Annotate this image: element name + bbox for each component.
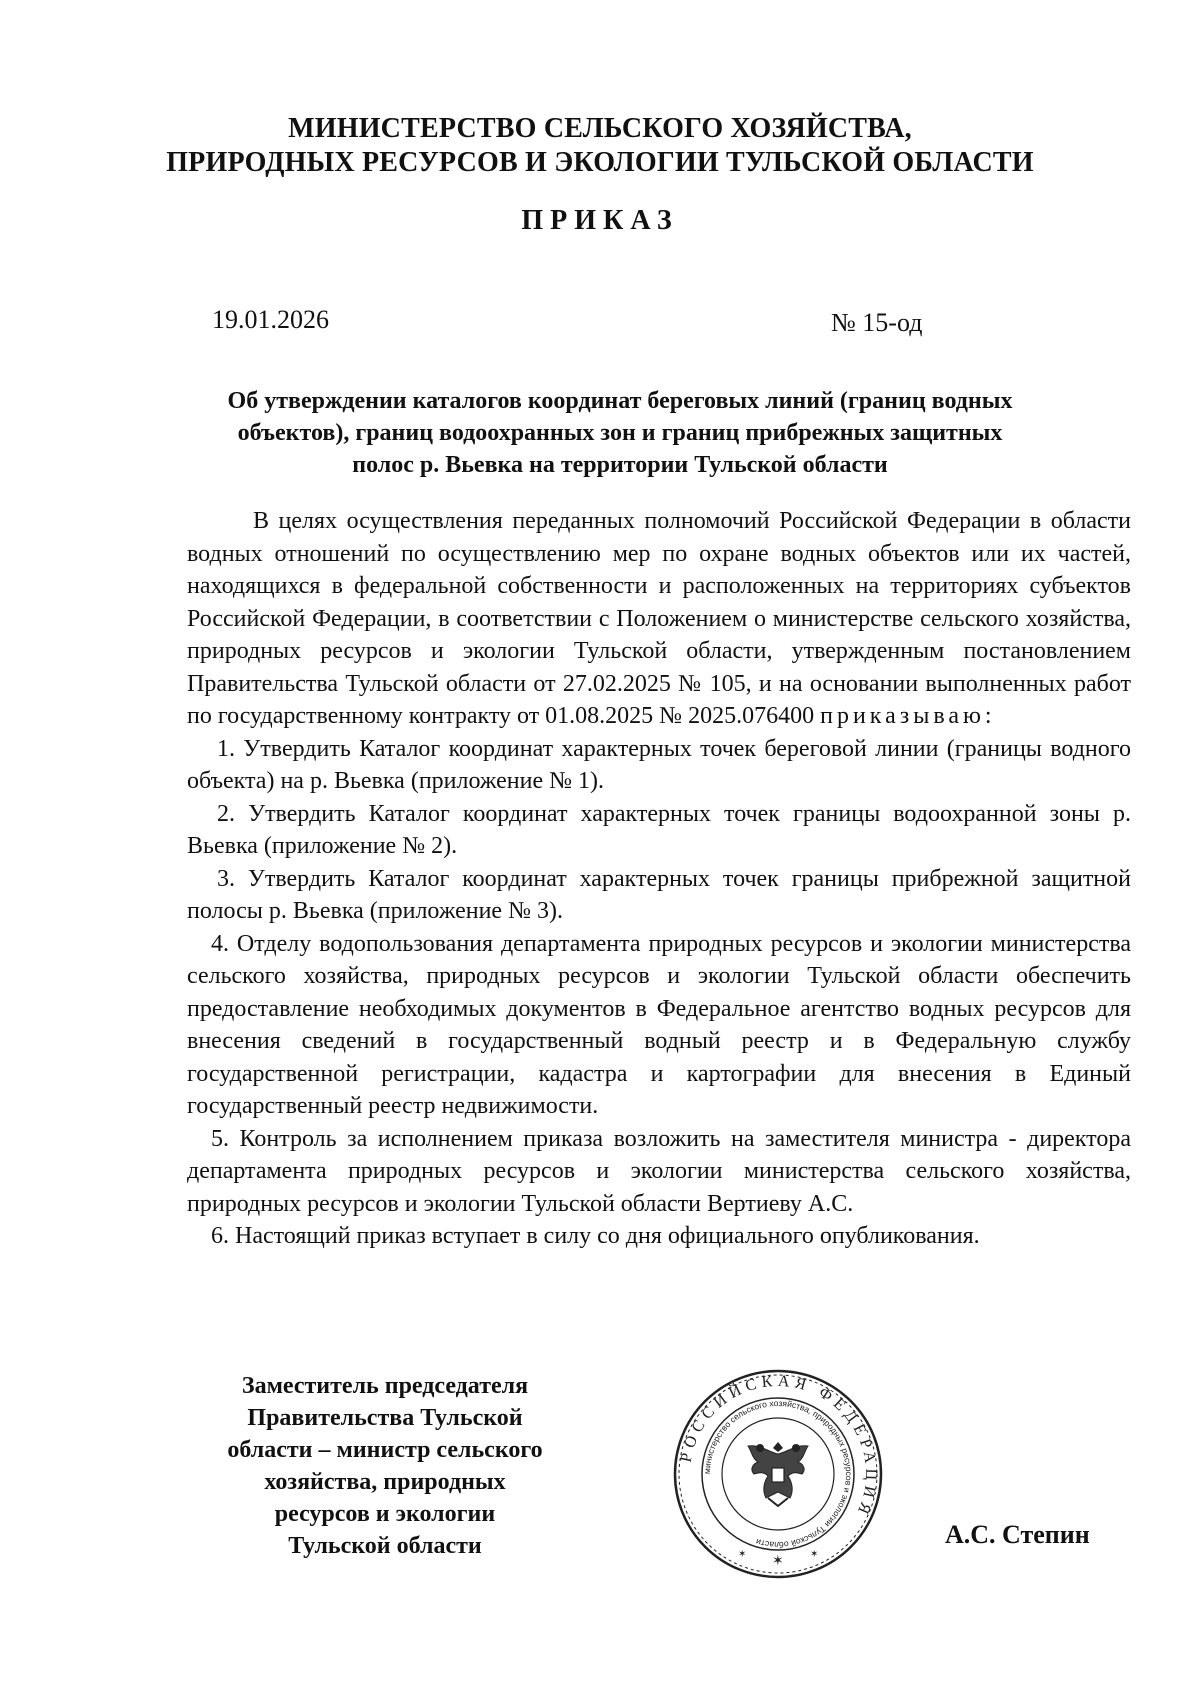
signer-title-line: хозяйства, природных: [264, 1469, 506, 1495]
order-item-4: 4. Отделу водопользования департамента природных ресурсов и экологии министерства сельского хозяйства, природных ресурсов и экологии Тульской области обеспечить предоставление необходимых документов в Федеральное агентство водных ресурсов для внесения сведений в государственный водный реестр и в Федеральную службу государственной регистрации, кадастра и картографии для внесения в Единый государственный реестр недвижимости.: [187, 930, 1131, 1119]
subject-line2: объектов), границ водоохранных зон и границ прибрежных защитных: [237, 420, 1003, 446]
ministry-name-line2: ПРИРОДНЫХ РЕСУРСОВ И ЭКОЛОГИИ ТУЛЬСКОЙ ОБЛАСТИ: [166, 147, 1034, 178]
ministry-name: [160, 112, 1040, 180]
signer-title-line: ресурсов и экологии: [274, 1501, 496, 1527]
preamble-text: В целях осуществления переданных полномочий Российской Федерации в области водных отношений по осуществлению мер по охране водных объектов или их частей, находящихся в федеральной собственности и расположенных на территориях субъектов Российской Федерации, в соответствии с Положением о министерстве сельского хозяйства, природных ресурсов и экологии Тульской области, утвержденным постановлением Правительства Тульской области от 27.02.2025 № 105, и на основании выполненных работ по государственному контракту от 01.08.2025 № 2025.076400: [187, 508, 1131, 729]
ministry-name-line1: МИНИСТЕРСТВО СЕЛЬСКОГО ХОЗЯЙСТВА,: [288, 113, 912, 144]
seal-outer-text: РОССИЙСКАЯ ФЕДЕРАЦИЯ: [677, 1372, 880, 1521]
document-number: № 15-од: [831, 308, 923, 337]
document-body: [187, 505, 1131, 1253]
signer-title-line: Заместитель председателя: [241, 1373, 529, 1399]
official-seal: [672, 1368, 884, 1580]
svg-text:✶: ✶: [772, 1553, 784, 1569]
document-type-title: ПРИКАЗ: [521, 205, 679, 236]
svg-text:✶: ✶: [738, 1549, 747, 1560]
order-item-5: 5. Контроль за исполнением приказа возложить на заместителя министра - директора департамента природных ресурсов и экологии министерства сельского хозяйства, природных ресурсов и экологии Тульской области Вертиеву А.С.: [187, 1125, 1131, 1217]
document-subject: [180, 385, 1060, 481]
signer-title-line: Правительства Тульской: [247, 1405, 523, 1431]
order-item-2: 2. Утвердить Каталог координат характерных точек границы водоохранной зоны р. Вьевка (приложение № 2).: [187, 800, 1131, 859]
order-item-6: 6. Настоящий приказ вступает в силу со дня официального опубликования.: [211, 1223, 980, 1249]
seal-inner-text: министерство сельского хозяйства, природных ресурсов и экологии Тульской области: [701, 1397, 855, 1551]
double-headed-eagle-emblem-icon: [748, 1442, 808, 1506]
seal-stars: [738, 1549, 818, 1569]
subject-line1: Об утверждении каталогов координат береговых линий (границ водных: [227, 388, 1013, 414]
signer-name: А.С. Степин: [945, 1520, 1090, 1549]
order-word: приказываю:: [820, 703, 996, 729]
order-item-1: 1. Утвердить Каталог координат характерных точек береговой линии (границы водного объекта) на р. Вьевка (приложение № 1).: [187, 735, 1131, 794]
svg-text:✶: ✶: [810, 1549, 819, 1560]
subject-line3: полос р. Вьевка на территории Тульской области: [352, 452, 888, 478]
preamble-paragraph: [187, 505, 1131, 733]
signer-title: [190, 1370, 580, 1562]
signer-title-line: Тульской области: [288, 1533, 482, 1559]
signer-title-line: области – министр сельского: [227, 1437, 543, 1463]
order-item-3: 3. Утвердить Каталог координат характерных точек границы прибрежной защитной полосы р. Вьевка (приложение № 3).: [187, 865, 1131, 924]
document-date: 19.01.2026: [212, 305, 329, 334]
